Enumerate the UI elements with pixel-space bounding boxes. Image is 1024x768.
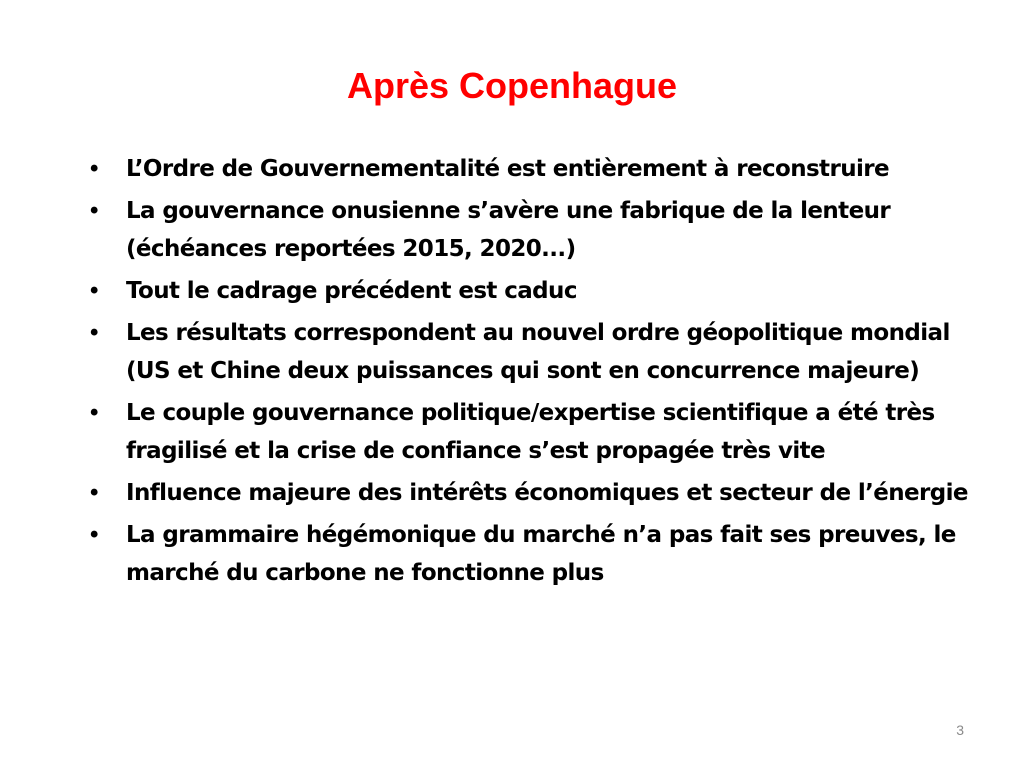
page-number: 3 — [956, 722, 964, 738]
bullet-text: La grammaire hégémonique du marché n’a pas fait ses preuves, le marché du carbone ne fonctionne plus — [126, 522, 956, 586]
bullet-icon: • — [90, 155, 98, 182]
bullet-text: La gouvernance onusienne s’avère une fabrique de la lenteur (échéances reportées 2015, 2020...) — [126, 198, 891, 262]
bullet-text: Influence majeure des intérêts économiques et secteur de l’énergie — [126, 480, 968, 506]
bullet-text: L’Ordre de Gouvernementalité est entièrement à reconstruire — [126, 156, 889, 182]
bullet-icon: • — [90, 399, 98, 426]
bullet-icon: • — [90, 277, 98, 304]
bullet-icon: • — [90, 521, 98, 548]
bullet-item — [90, 314, 970, 390]
bullet-item — [90, 394, 970, 470]
slide-title: Après Copenhague — [346, 65, 678, 106]
bullet-text: Le couple gouvernance politique/expertise scientifique a été très fragilisé et la crise de confiance s’est propagée très vite — [126, 400, 935, 464]
bullet-list — [90, 150, 970, 596]
bullet-item — [90, 516, 970, 592]
bullet-icon: • — [90, 197, 98, 224]
bullet-text: Les résultats correspondent au nouvel ordre géopolitique mondial (US et Chine deux puissances qui sont en concurrence majeure) — [126, 320, 950, 384]
bullet-icon: • — [90, 479, 98, 506]
bullet-item — [90, 474, 970, 512]
bullet-text: Tout le cadrage précédent est caduc — [126, 278, 577, 304]
bullet-item — [90, 192, 970, 268]
bullet-icon: • — [90, 319, 98, 346]
bullet-item — [90, 150, 970, 188]
bullet-item — [90, 272, 970, 310]
